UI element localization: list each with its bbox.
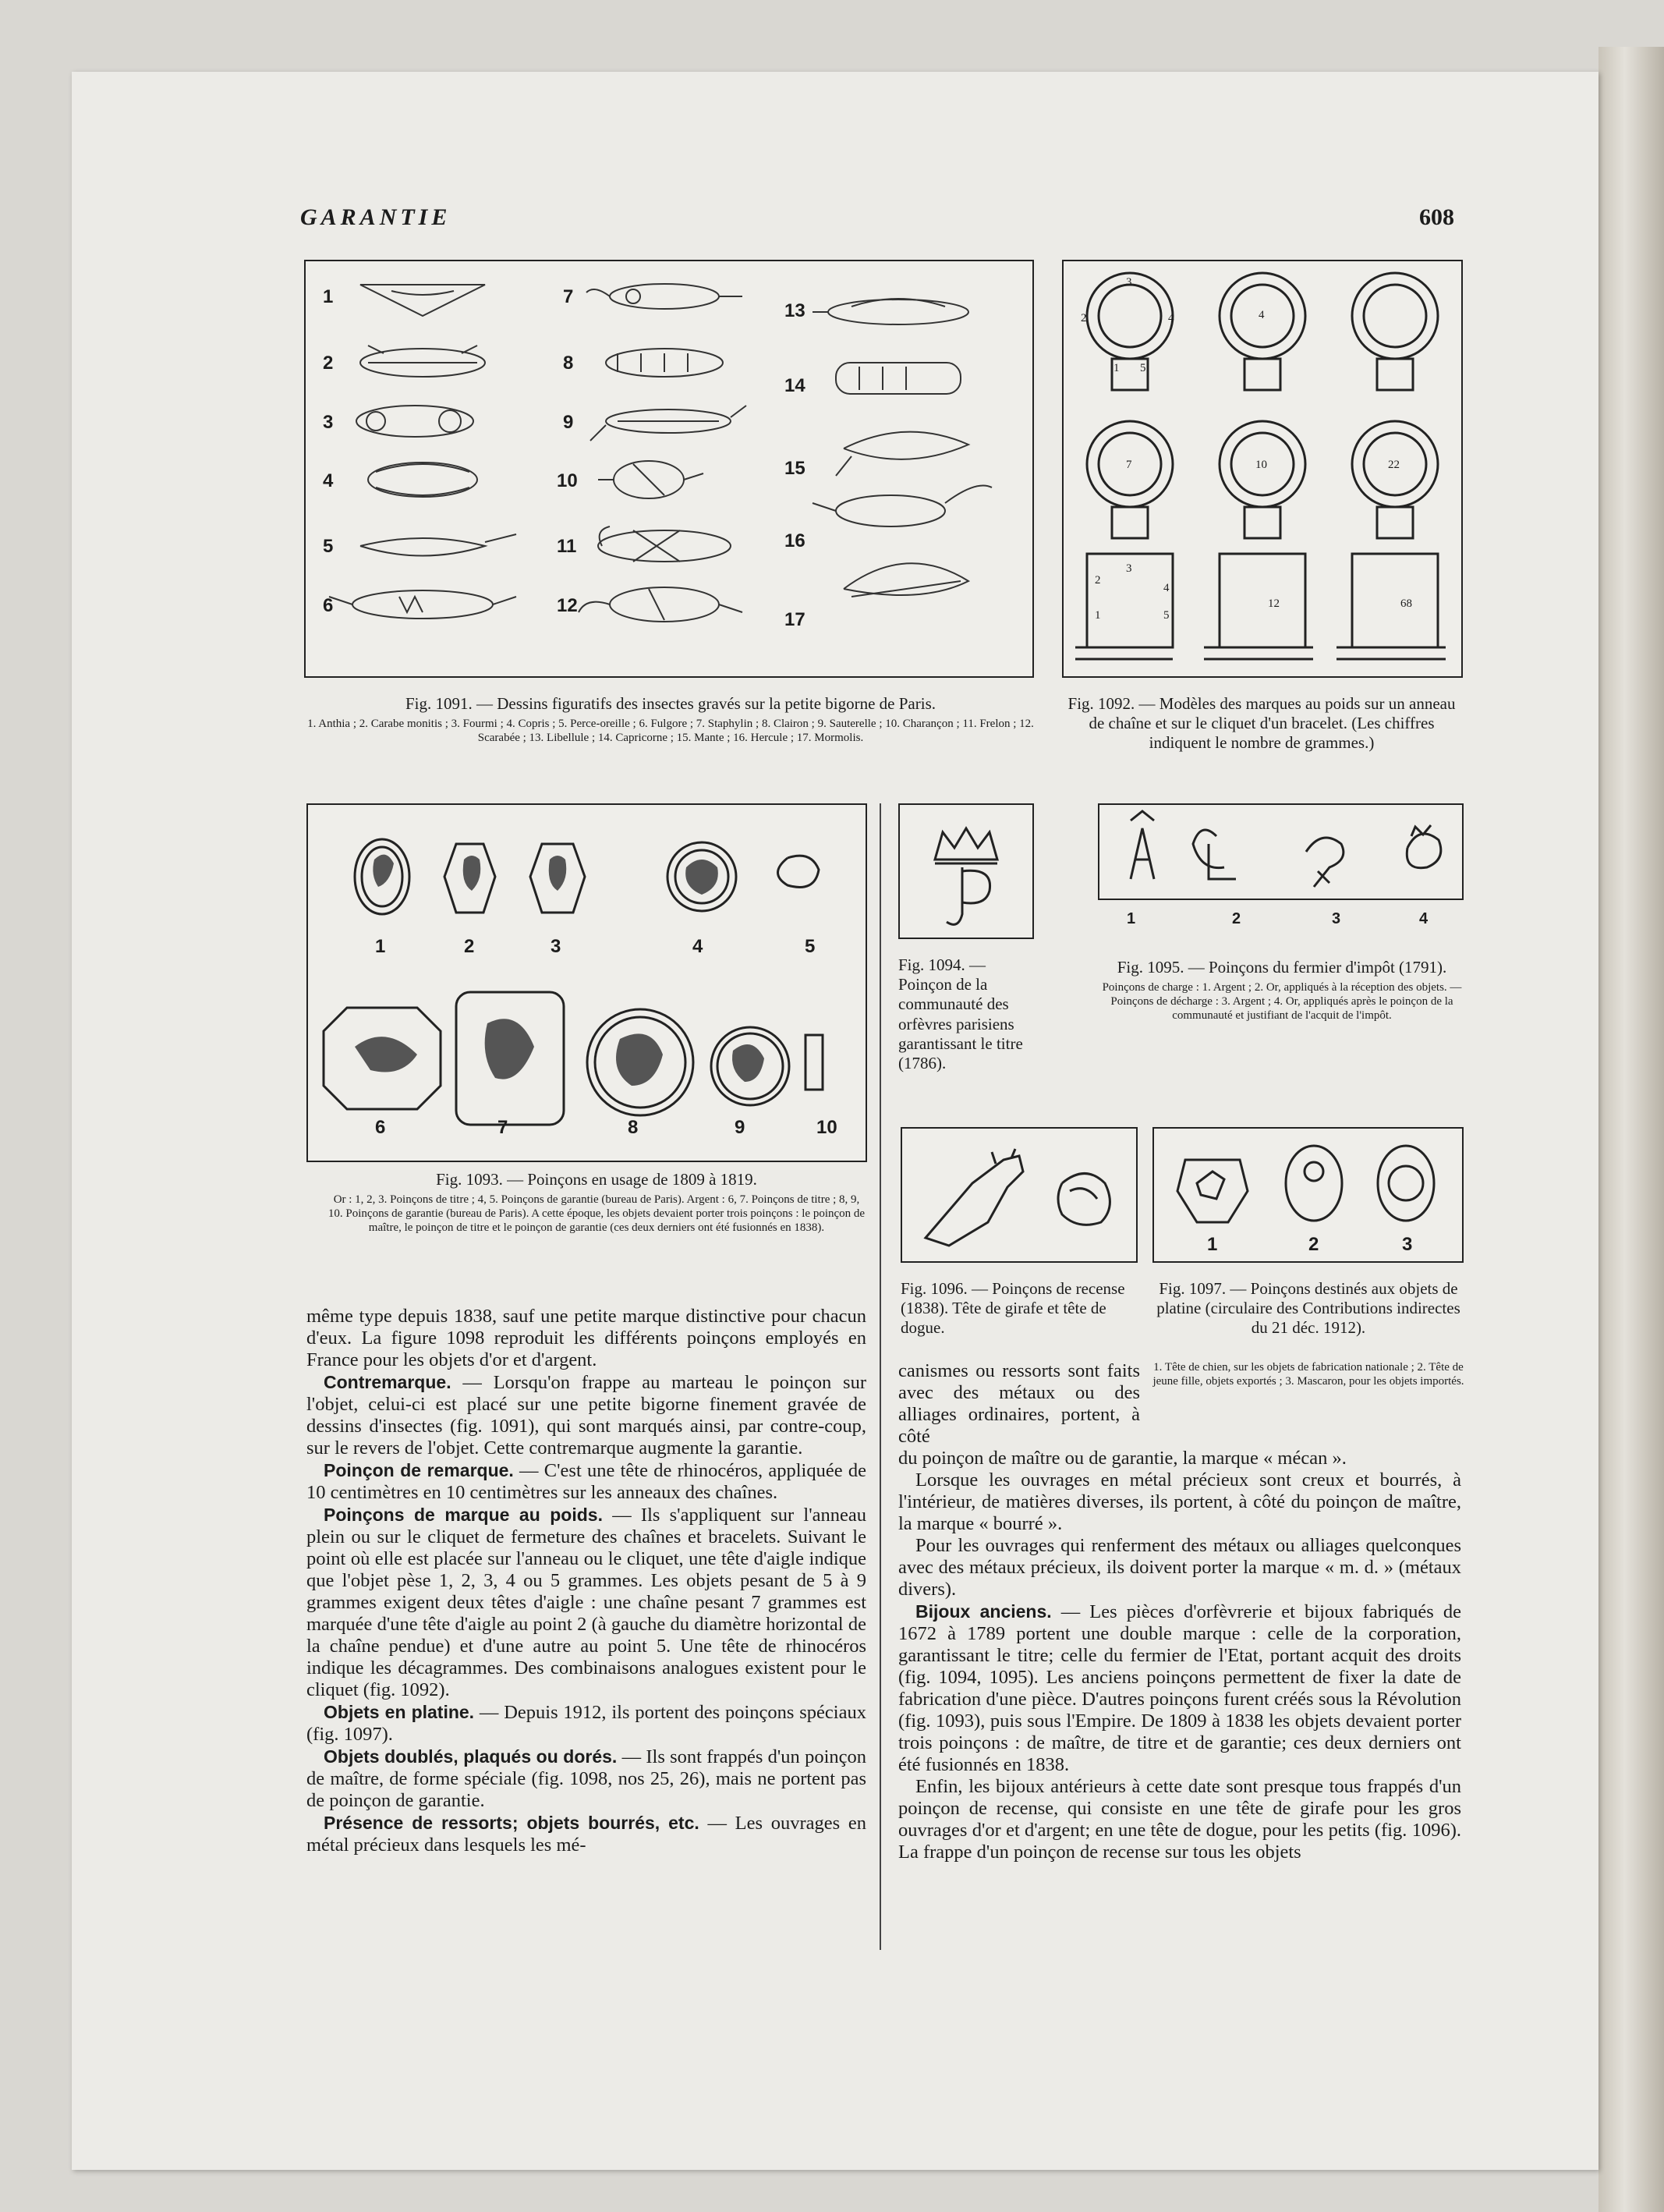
fig-1095-title: Fig. 1095. — Poinçons du fermier d'impôt (1791). [1117,958,1447,977]
ring-label: 4 [1259,309,1265,321]
hallmark-number: 7 [497,1117,508,1138]
fig-1094-communaute-mark [898,803,1034,939]
fig-1091-insects [304,260,1034,678]
block-label: 12 [1268,597,1280,610]
fig-1092-rings [1062,260,1463,678]
heading-doubles: Objets doublés, plaqués ou dorés. [324,1746,618,1767]
text-ressorts: — Les ouvrages en métal précieux dans lesquels les mé- [306,1813,866,1856]
hallmarks-1809-drawing [308,805,866,1161]
platine-number: 3 [1402,1234,1413,1255]
fermier-number: 4 [1419,910,1429,927]
fig-1095-fermier-marks [1098,803,1464,927]
hallmark-number: 10 [816,1117,837,1138]
paragraph-platine [306,1701,866,1746]
paragraph-mecan-start: canismes ou ressorts sont faits avec des métaux ou des alliages ordinaires, portent, à côté [898,1360,1140,1447]
insect-number: 17 [784,609,805,630]
text-doubles: — Ils sont frappés d'un poinçon de maître, de forme spéciale (fig. 1098, nos 25, 26), mais ne portent pas de poinçon de garantie. [306,1746,866,1811]
fig-1091-legend: 1. Anthia ; 2. Carabe monitis ; 3. Fourmi ; 4. Copris ; 5. Perce-oreille ; 6. Fulgore ; 7. Staphylin ; 8. Clairon ; 9. Sauterelle ; 10. Charançon ; 11. Frelon ; 12. Scarabée ; 13. Libellule ; 14. Capricorne ; 15. Mante ; 16. Hercule ; 17. Mormolis. [307,718,1034,745]
paragraph-ressorts [306,1812,866,1856]
insect-drawings [306,261,1032,676]
right-column-text [898,1448,1461,1863]
fermier-number: 1 [1127,910,1136,927]
fig-1096-recense-marks [901,1127,1138,1263]
insect-number: 5 [323,536,334,557]
page-number: 608 [1419,204,1454,230]
insect-number: 13 [784,300,805,321]
insect-number: 14 [784,375,805,396]
fig-1096-title: Fig. 1096. — Poinçons de recense (1838). Tête de girafe et tête de dogue. [901,1279,1125,1338]
insect-number: 3 [323,412,334,433]
running-head: GARANTIE [300,204,451,230]
insect-number: 16 [784,530,805,551]
fig-1097-title: Fig. 1097. — Poinçons destinés aux objets de platine (circulaire des Contributions indirectes du 21 déc. 1912). [1156,1279,1460,1338]
insect-number: 2 [323,353,334,374]
fig-1097-platine-marks [1152,1127,1464,1263]
ring-label: 1 [1113,362,1120,374]
paragraph-metaux-divers: Pour les ouvrages qui renferment des métaux ou alliages quelconques avec des métaux précieux, ils doivent porter la marque « m. d. » (métaux divers). [898,1535,1461,1600]
platine-number: 2 [1308,1234,1319,1255]
insect-number: 4 [323,470,334,491]
hallmark-number: 2 [464,936,475,957]
text-remarque: — C'est une tête de rhinocéros, appliquée de 10 centimètres en 10 centimètres sur les anneaux des chaînes. [306,1460,866,1503]
text-contremarque: — Lorsqu'on frappe au marteau le poinçon sur l'objet, celui-ci est placé sur une petite bigorne finement gravée de dessins d'insectes (fig. 1091), qui sont marqués ainsi, par contre-coup, sur le revers de l'objet. Cette contremarque augmente la garantie. [306,1372,866,1459]
heading-platine: Objets en platine. [324,1702,475,1722]
hallmark-number: 4 [692,936,703,957]
text-bijoux: — Les pièces d'orfèvrerie et bijoux fabriqués de 1672 à 1789 portent une double marque : celle de la corporation, garantissant le titre; celle du fermier de l'Etat, portant acquit des droits (fig. 1094, 1095). Les anciens poinçons permettent de fixer la date de fabrication d'une pièce. D'autres poinçons furent créés sous la Révolution (fig. 1093), puis sous l'Empire. De 1809 à 1838 les objets devaient porter trois poinçons : de maître, de titre et de garantie; ces deux derniers ont été fusionnés en 1838. [898,1601,1461,1775]
fig-1092-caption [1062,694,1461,753]
paragraph: même type depuis 1838, sauf une petite marque distinctive pour chacun d'eux. La figure 1098 reproduit les différents poinçons employés en France pour les objets d'or et d'argent. [306,1306,866,1370]
paragraph-contremarque [306,1371,866,1459]
fig-1093-hallmarks [306,803,867,1162]
paragraph-mecan-end: du poinçon de maître ou de garantie, la marque « mécan ». [898,1448,1347,1469]
heading-contremarque: Contremarque. [324,1372,451,1392]
block-label: 4 [1163,582,1170,594]
ring-label: 22 [1388,459,1400,471]
paragraph-bourre: Lorsque les ouvrages en métal précieux sont creux et bourrés, à l'intérieur, de matières diverses, ils portent, à côté du poinçon de maître, la marque « bourré ». [898,1469,1461,1534]
ring-label: 4 [1168,312,1174,324]
fig-1095-caption [1099,958,1464,1023]
fig-1095-legend: Poinçons de charge : 1. Argent ; 2. Or, appliqués à la réception des objets. — Poinçons de décharge : 3. Argent ; 4. Or, appliqués après le poinçon de la communauté et justifiant de l'acquit de l'impôt. [1102,981,1462,1023]
column-rule [880,803,881,1950]
fig-1094-title: Fig. 1094. — Poinçon de la communauté des orfèvres parisiens garantissant le titre (1786). [898,955,1023,1072]
fermier-marks-drawing [1099,805,1462,899]
paragraph-doubles [306,1746,866,1812]
insect-number: 9 [563,412,574,433]
paragraph-poids [306,1504,866,1701]
hallmark-number: 3 [551,936,561,957]
paragraph-recense: Enfin, les bijoux antérieurs à cette date sont presque tous frappés d'un poinçon de recense, qui consiste en une tête de girafe pour les gros ouvrages d'or et d'argent; en une tête de dogue, pour les petits (fig. 1096). La frappe d'un poinçon de recense sur tous les objets [898,1776,1461,1863]
hallmark-number: 8 [628,1117,639,1138]
paragraph-bijoux [898,1601,1461,1776]
hallmark-number: 9 [735,1117,745,1138]
block-label: 3 [1126,562,1132,575]
fig-1092-title: Fig. 1092. — Modèles des marques au poids sur un anneau de chaîne et sur le cliquet d'un bracelet. (Les chiffres indiquent le nombre de grammes.) [1067,694,1456,753]
insect-number: 10 [557,470,578,491]
giraffe-dogue-drawing [902,1129,1136,1261]
insect-number: 6 [323,595,334,616]
ring-label: 5 [1140,362,1146,374]
insect-number: 15 [784,458,805,479]
block-label: 68 [1400,597,1412,610]
insect-number: 8 [563,353,574,374]
insect-number: 11 [557,536,577,557]
insect-number: 1 [323,286,334,307]
crowned-p-drawing [900,805,1032,938]
heading-bijoux: Bijoux anciens. [915,1601,1052,1622]
fermier-number: 2 [1232,910,1241,927]
heading-ressorts: Présence de ressorts; objets bourrés, etc. [324,1813,699,1833]
fermier-number: 3 [1332,910,1341,927]
heading-poids: Poinçons de marque au poids. [324,1505,603,1525]
fig-1096-caption [901,1279,1135,1338]
book-page-edge [1599,47,1664,2212]
fig-1097-legend: 1. Tête de chien, sur les objets de fabrication nationale ; 2. Tête de jeune fille, objets exportés ; 3. Mascaron, pour les objets importés. [1152,1361,1464,1388]
block-label: 5 [1163,609,1170,622]
ring-label: 10 [1255,459,1267,471]
heading-remarque: Poinçon de remarque. [324,1460,514,1480]
ring-label: 3 [1126,276,1132,289]
block-label: 1 [1095,609,1101,622]
platine-number: 1 [1207,1234,1218,1255]
text-poids: — Ils s'appliquent sur l'anneau plein ou sur le cliquet de fermeture des chaînes et bracelets. Suivant le point où elle est placée sur l'anneau ou le cliquet, une tête d'aigle indique que l'objet pèse 1, 2, 3, 4 ou 5 grammes. Les objets pesant de 5 à 9 grammes exigent deux têtes d'aigle : une chaîne pesant 7 grammes est marquée d'une tête d'aigle au point 2 (à gauche du diamètre horizontal de la chaîne pendue) et d'une autre au point 5. Une tête de rhinocéros indique les décagrammes. Des combinaisons analogues existent pour le cliquet (fig. 1092). [306,1505,867,1700]
fig-1091-title: Fig. 1091. — Dessins figuratifs des insectes gravés sur la petite bigorne de Paris. [405,694,936,713]
ring-label: 2 [1081,312,1087,324]
hallmark-number: 5 [805,936,816,957]
ring-label: 7 [1126,459,1132,471]
fig-1093-title: Fig. 1093. — Poinçons en usage de 1809 à 1819. [436,1170,757,1189]
insect-number: 12 [557,595,578,616]
left-column-text [306,1306,866,1856]
text-platine: — Depuis 1912, ils portent des poinçons spéciaux (fig. 1097). [306,1702,866,1745]
insect-number: 7 [563,286,574,307]
hallmark-number: 6 [375,1117,386,1138]
block-label: 2 [1095,574,1101,587]
fig-1093-caption [327,1170,866,1235]
hallmark-number: 1 [375,936,386,957]
fig-1093-legend: Or : 1, 2, 3. Poinçons de titre ; 4, 5. Poinçons de garantie (bureau de Paris). Argent : 6, 7. Poinçons de titre ; 8, 9, 10. Poinçons de garantie (bureau de Paris). A cette époque, les objets devaient porter trois poinçons : le poinçon de maître, le poinçon de titre et le poinçon de garantie (ces deux derniers ont été fusionnés en 1838). [327,1193,866,1235]
fig-1097-legend-block [1152,1357,1464,1388]
fig-1097-caption [1152,1279,1464,1338]
paragraph-remarque [306,1459,866,1504]
right-column-wrap-text [898,1360,1140,1448]
fig-1094-caption [898,955,1035,1073]
fig-1091-caption [304,694,1037,745]
